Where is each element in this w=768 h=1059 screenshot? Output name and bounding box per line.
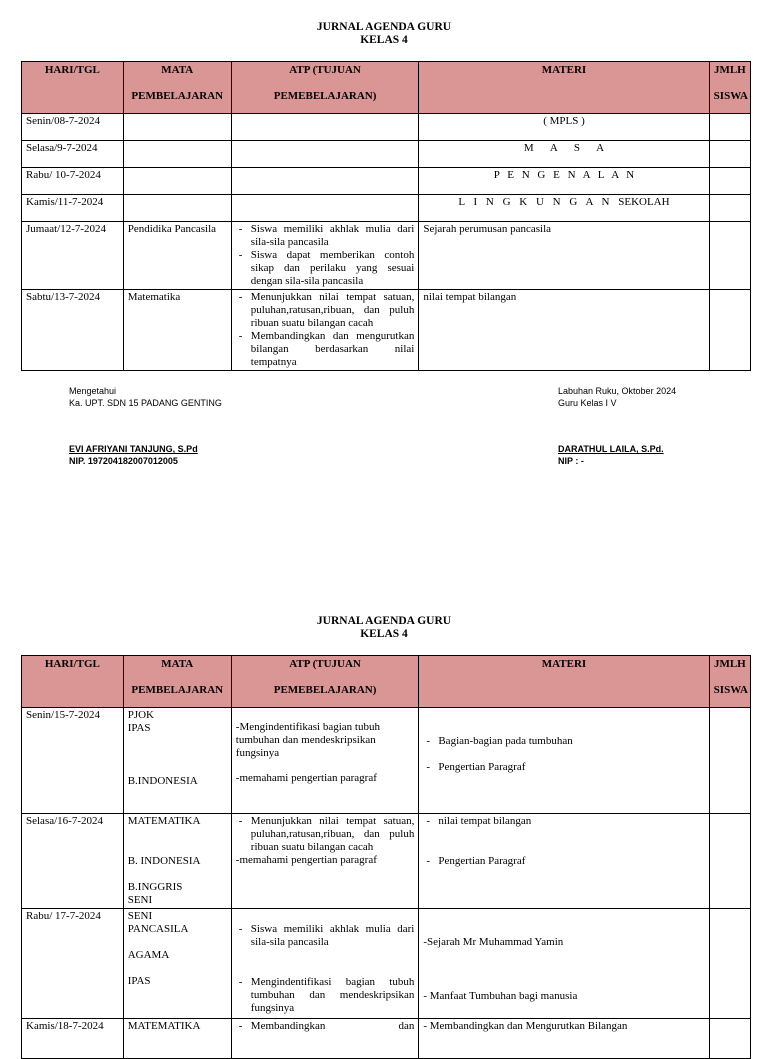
cell-materi: - Membandingkan dan Mengurutkan Bilangan [419,1019,709,1059]
cell-jml [709,1019,750,1059]
journal-table-1 [21,61,751,371]
materi-item: - Manfaat Tumbuhan bagi manusia [423,990,578,1002]
cell-jml [709,195,750,222]
header-mapel: MATA PEMBELAJARAN [123,62,231,114]
table-row [22,1019,751,1059]
header-mapel: MATA PEMBELAJARAN [123,656,231,708]
page-title-2 [0,615,768,641]
cell-atp [231,222,419,290]
cell-mapel [123,114,231,141]
atp-item: - Membandingkan dan [236,1020,415,1033]
atp-item: - Menunjukkan nilai tempat satuan, puluhan,ratusan,ribuan, dan puluh ribuan suatu bilangan cacah [236,291,415,330]
cell-materi: ( MPLS ) [419,114,709,141]
cell-jml [709,909,750,1019]
journal-title: JURNAL AGENDA GURU [316,615,452,627]
sign-left-line1: Mengetahui [69,386,117,396]
cell-jml [709,290,750,371]
materi-item: - Pengertian Paragraf [423,855,704,868]
atp-item: - Mengindentifikasi bagian tubuh tumbuhan dan mendeskripsikan fungsinya [236,976,415,1015]
cell-materi: L I N G K U N G A N SEKOLAH [419,195,709,222]
mapel-item: PJOK [127,709,155,721]
class-subtitle: KELAS 4 [360,628,408,640]
atp-item: - Membandingkan dan mengurutkan bilangan berdasarkan nilai tempatnya [236,330,415,369]
signature-left [69,385,222,467]
atp-item: - Menunjukkan nilai tempat satuan, puluhan,ratusan,ribuan, dan puluh ribuan suatu bilangan cacah [236,815,415,854]
cell-materi: P E N G E N A L A N [419,168,709,195]
cell-jml [709,814,750,909]
materi-item: - Pengertian Paragraf [423,761,704,774]
cell-day: Rabu/ 17-7-2024 [22,909,124,1019]
mapel-item: B.INDONESIA [127,775,198,787]
atp-item: - Siswa dapat memberikan contoh sikap dan perilaku yang sesuai dengan sila-sila pancasila [236,249,415,288]
cell-atp [231,909,419,1019]
mapel-item: SENI [127,910,153,922]
atp-item: -Mengindentifikasi bagian tubuh tumbuhan dan mendeskripsikan fungsinya [235,721,380,759]
header-day: HARI/TGL [22,62,124,114]
cell-day: Kamis/18-7-2024 [22,1019,124,1059]
cell-mapel [123,195,231,222]
header-atp: ATP (TUJUAN PEMEBELAJARAN) [231,62,419,114]
cell-mapel [123,909,231,1019]
cell-mapel [123,168,231,195]
header-jml: JMLH SISWA [709,62,750,114]
atp-item: -memahami pengertian paragraf [235,854,377,866]
cell-jml [709,141,750,168]
atp-item: -memahami pengertian paragraf [235,772,377,784]
journal-table-2 [21,655,751,1059]
mapel-item: B. INDONESIA [127,855,201,867]
mapel-item: SENI [127,894,153,906]
cell-atp [231,1019,419,1059]
cell-mapel: Pendidika Pancasila [123,222,231,290]
mapel-item: MATEMATIKA [127,1020,201,1032]
cell-materi: nilai tempat bilangan [419,290,709,371]
sign-right-line1: Labuhan Ruku, Oktober 2024 [558,386,677,396]
materi-item: - nilai tempat bilangan [423,815,704,828]
cell-mapel [123,814,231,909]
materi-item: - Bagian-bagian pada tumbuhan [423,735,704,748]
cell-day: Selasa/9-7-2024 [22,141,124,168]
table-row [22,708,751,814]
cell-materi: Sejarah perumusan pancasila [419,222,709,290]
sign-left-nip: NIP. 197204182007012005 [69,456,178,466]
cell-day: Rabu/ 10-7-2024 [22,168,124,195]
header-jml: JMLH SISWA [709,656,750,708]
cell-day: Sabtu/13-7-2024 [22,290,124,371]
header-materi: MATERI [419,656,709,708]
cell-mapel [123,1019,231,1059]
cell-mapel: Matematika [123,290,231,371]
mapel-item: B.INGGRIS [127,881,183,893]
header-materi: MATERI [419,62,709,114]
cell-atp [231,168,419,195]
atp-item: - Siswa memiliki akhlak mulia dari sila-sila pancasila [236,223,415,249]
materi-item: -Sejarah Mr Muhammad Yamin [423,936,564,948]
sign-left-line2: Ka. UPT. SDN 15 PADANG GENTING [69,398,222,408]
signature-right [558,385,676,467]
table-row [22,290,751,371]
table-row [22,909,751,1019]
cell-mapel [123,141,231,168]
sign-right-name: DARATHUL LAILA, S.Pd. [558,444,664,454]
cell-materi [419,814,709,909]
cell-mapel [123,708,231,814]
cell-atp [231,195,419,222]
sign-right-nip: NIP : - [558,456,584,466]
mapel-item: PANCASILA [127,923,189,935]
table-row [22,195,751,222]
cell-day: Selasa/16-7-2024 [22,814,124,909]
cell-day: Kamis/11-7-2024 [22,195,124,222]
cell-materi: M A S A [419,141,709,168]
mapel-item: IPAS [127,722,151,734]
cell-atp [231,814,419,909]
mapel-item: MATEMATIKA [127,815,201,827]
cell-jml [709,168,750,195]
mapel-item: AGAMA [127,949,170,961]
cell-day: Senin/08-7-2024 [22,114,124,141]
class-subtitle: KELAS 4 [360,34,408,46]
header-atp: ATP (TUJUAN PEMEBELAJARAN) [231,656,419,708]
cell-jml [709,222,750,290]
cell-atp [231,290,419,371]
cell-atp [231,708,419,814]
cell-materi [419,909,709,1019]
cell-atp [231,141,419,168]
table-header-row [22,62,751,114]
page-title [0,21,768,47]
cell-jml [709,708,750,814]
table-row [22,141,751,168]
table-row [22,168,751,195]
cell-materi [419,708,709,814]
table-header-row [22,656,751,708]
cell-jml [709,114,750,141]
sign-right-line2: Guru Kelas I V [558,398,617,408]
table-row [22,222,751,290]
mapel-item: IPAS [127,975,151,987]
cell-day: Jumaat/12-7-2024 [22,222,124,290]
cell-atp [231,114,419,141]
journal-title: JURNAL AGENDA GURU [316,21,452,33]
header-day: HARI/TGL [22,656,124,708]
atp-item: - Siswa memiliki akhlak mulia dari sila-sila pancasila [236,923,415,949]
table-row [22,814,751,909]
table-row [22,114,751,141]
cell-day: Senin/15-7-2024 [22,708,124,814]
sign-left-name: EVI AFRIYANI TANJUNG, S.Pd [69,444,198,454]
